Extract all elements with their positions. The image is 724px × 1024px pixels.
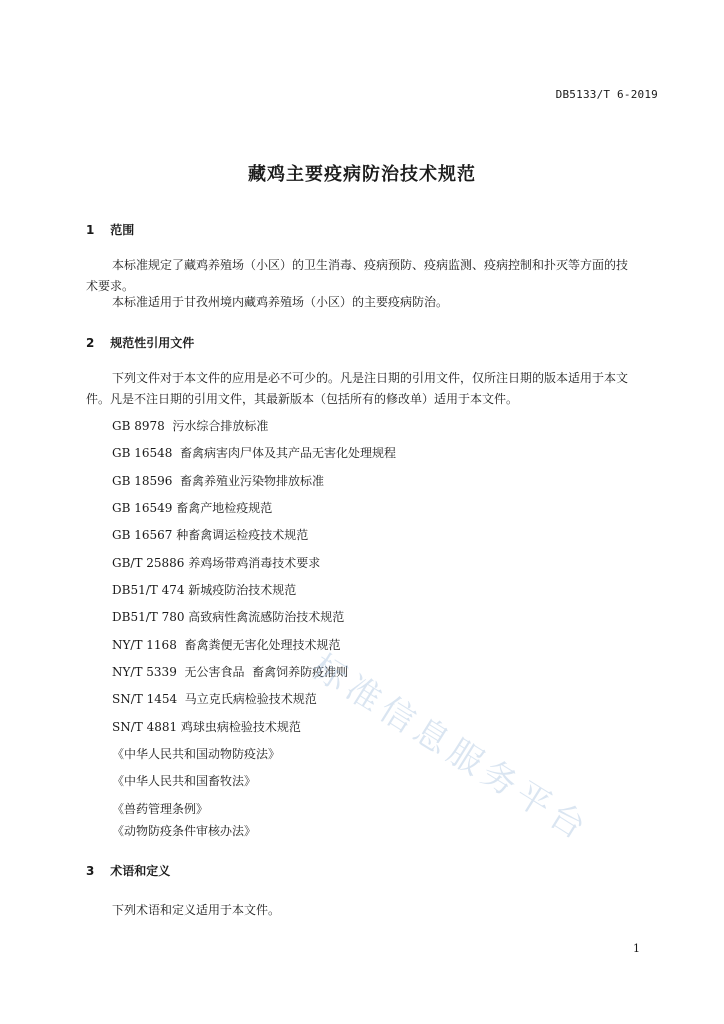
scope-paragraph-2	[86, 292, 658, 313]
reference-item: 《中华人民共和国畜牧法》	[112, 774, 257, 788]
text-line: 术要求。	[86, 279, 135, 293]
text-line: 下列术语和定义适用于本文件。	[112, 903, 281, 917]
reference-item: 《兽药管理条例》	[112, 802, 209, 816]
section-title: 术语和定义	[110, 864, 171, 878]
reference-item: DB51/T 474 新城疫防治技术规范	[112, 583, 297, 597]
page-number: 1	[633, 942, 640, 955]
reference-item: GB 16567 种畜禽调运检疫技术规范	[112, 528, 309, 542]
text-line: 件。凡是不注日期的引用文件，其最新版本（包括所有的修改单）适用于本文件。	[86, 392, 519, 406]
text-line: 本标准规定了藏鸡养殖场（小区）的卫生消毒、疫病预防、疫病监测、疫病控制和扑灭等方面的技	[112, 258, 629, 272]
reference-item: 《动物防疫条件审核办法》	[112, 824, 257, 838]
section-heading-terms	[86, 862, 170, 879]
reference-item: GB 16548 畜禽病害肉尸体及其产品无害化处理规程	[112, 446, 397, 460]
reference-item: GB 18596 畜禽养殖业污染物排放标准	[112, 474, 325, 488]
reference-item: NY/T 5339 无公害食品 畜禽饲养防疫准则	[112, 665, 349, 679]
section-title: 范围	[110, 223, 135, 237]
section-number: 3	[86, 864, 95, 878]
standard-code: DB5133/T 6-2019	[555, 88, 658, 101]
watermark: 标准信息服务平台	[304, 646, 598, 851]
reference-item: GB 16549 畜禽产地检疫规范	[112, 501, 273, 515]
reference-item: GB 8978 污水综合排放标准	[112, 419, 269, 433]
reference-item: NY/T 1168 畜禽粪便无害化处理技术规范	[112, 638, 341, 652]
reference-item: DB51/T 780 高致病性禽流感防治技术规范	[112, 610, 345, 624]
text-line: 下列文件对于本文件的应用是必不可少的。凡是注日期的引用文件，仅所注日期的版本适用于本文	[112, 371, 629, 385]
normative-intro	[86, 368, 658, 410]
reference-item: GB/T 25886 养鸡场带鸡消毒技术要求	[112, 556, 321, 570]
section-number: 1	[86, 223, 95, 237]
scope-paragraph-1	[86, 255, 658, 297]
reference-item: SN/T 1454 马立克氏病检验技术规范	[112, 692, 317, 706]
document-title: 藏鸡主要疫病防治技术规范	[248, 164, 476, 185]
reference-item: SN/T 4881 鸡球虫病检验技术规范	[112, 720, 301, 734]
terms-intro	[86, 900, 658, 921]
text-line: 本标准适用于甘孜州境内藏鸡养殖场（小区）的主要疫病防治。	[112, 295, 449, 309]
section-title: 规范性引用文件	[110, 336, 195, 350]
reference-item: 《中华人民共和国动物防疫法》	[112, 747, 281, 761]
section-heading-normative	[86, 334, 194, 351]
section-number: 2	[86, 336, 95, 350]
section-heading-scope	[86, 221, 134, 238]
